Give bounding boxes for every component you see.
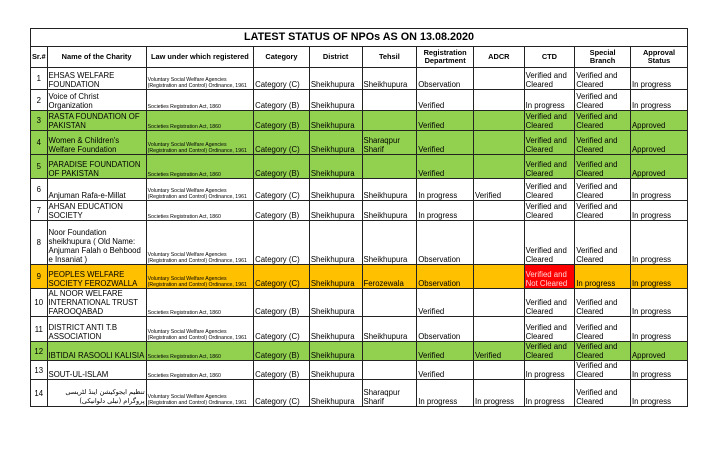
sr-cell: 8	[31, 221, 48, 265]
tehsil-cell	[362, 111, 417, 131]
category-cell: Category (B)	[254, 111, 310, 131]
sr-cell: 7	[31, 201, 48, 221]
approval-cell: Approved	[630, 342, 687, 361]
sr-cell: 3	[31, 111, 48, 131]
sr-cell: 9	[31, 265, 48, 289]
category-cell: Category (C)	[254, 179, 310, 201]
special-branch-cell: Verified and Cleared	[575, 131, 631, 155]
registration-cell: Verified	[417, 342, 474, 361]
charity-name-cell: تنظیم ایجوکیشن اینڈ لٹریسی پروگرام (نیلی دلوانیکی)	[47, 380, 146, 407]
adcr-cell: Verified	[474, 179, 525, 201]
tehsil-cell: Sharaqpur Sharif	[362, 131, 417, 155]
registration-cell: Verified	[417, 90, 474, 111]
special-branch-cell: Verified and Cleared	[575, 68, 631, 90]
table-row	[31, 380, 688, 407]
law-cell: Voluntary Social Welfare Agencies (Registration and Control) Ordinance, 1961	[146, 380, 253, 407]
category-cell: Category (B)	[254, 361, 310, 380]
law-cell: Voluntary Social Welfare Agencies (Registration and Control) Ordinance, 1961	[146, 221, 253, 265]
sr-cell: 5	[31, 155, 48, 179]
adcr-cell: In progress	[474, 380, 525, 407]
header-approval: Approval Status	[630, 47, 687, 68]
adcr-cell	[474, 90, 525, 111]
category-cell: Category (C)	[254, 68, 310, 90]
table-row	[31, 289, 688, 317]
adcr-cell	[474, 111, 525, 131]
category-cell: Category (C)	[254, 131, 310, 155]
charity-name-cell: Anjuman Rafa-e-Millat	[47, 179, 146, 201]
charity-name-cell: AHSAN EDUCATION SOCIETY	[47, 201, 146, 221]
district-cell: Sheikhupura	[309, 221, 362, 265]
ctd-cell: Verified and Cleared	[524, 289, 575, 317]
approval-cell: In progress	[630, 380, 687, 407]
charity-name-cell: SOUT-UL-ISLAM	[47, 361, 146, 380]
table-row	[31, 342, 688, 361]
header-sr: Sr.#	[31, 47, 48, 68]
special-branch-cell: Verified and Cleared	[575, 201, 631, 221]
tehsil-cell: Sheikhupura	[362, 68, 417, 90]
law-cell: Societies Registration Act, 1860	[146, 342, 253, 361]
ctd-cell: Verified and Cleared	[524, 179, 575, 201]
special-branch-cell: Verified and Cleared	[575, 342, 631, 361]
sr-cell: 1	[31, 68, 48, 90]
header-tehsil: Tehsil	[362, 47, 417, 68]
registration-cell: In progress	[417, 380, 474, 407]
law-cell: Voluntary Social Welfare Agencies (Registration and Control) Ordinance, 1961	[146, 265, 253, 289]
special-branch-cell: Verified and Cleared	[575, 361, 631, 380]
ctd-cell: Verified and Not Cleared	[524, 265, 575, 289]
tehsil-cell: Sheikhupura	[362, 179, 417, 201]
tehsil-cell	[362, 361, 417, 380]
table-row	[31, 317, 688, 342]
npo-status-table	[30, 28, 688, 407]
header-name: Name of the Charity	[47, 47, 146, 68]
district-cell: Sheikhupura	[309, 342, 362, 361]
special-branch-cell: Verified and Cleared	[575, 317, 631, 342]
ctd-cell: Verified and Cleared	[524, 221, 575, 265]
category-cell: Category (B)	[254, 90, 310, 111]
law-cell: Societies Registration Act, 1860	[146, 90, 253, 111]
adcr-cell	[474, 265, 525, 289]
category-cell: Category (C)	[254, 380, 310, 407]
table-row	[31, 265, 688, 289]
registration-cell: Observation	[417, 68, 474, 90]
ctd-cell: Verified and Cleared	[524, 155, 575, 179]
district-cell: Sheikhupura	[309, 289, 362, 317]
district-cell: Sheikhupura	[309, 68, 362, 90]
table-row	[31, 111, 688, 131]
charity-name-cell: IBTIDAI RASOOLI KALISIA	[47, 342, 146, 361]
charity-name-cell: EHSAS WELFARE FOUNDATION	[47, 68, 146, 90]
special-branch-cell: Verified and Cleared	[575, 111, 631, 131]
tehsil-cell: Sheikhupura	[362, 201, 417, 221]
approval-cell: Approved	[630, 131, 687, 155]
registration-cell: In progress	[417, 179, 474, 201]
charity-name-cell: Voice of Christ Organization	[47, 90, 146, 111]
category-cell: Category (B)	[254, 289, 310, 317]
approval-cell: Approved	[630, 155, 687, 179]
district-cell: Sheikhupura	[309, 155, 362, 179]
approval-cell: In progress	[630, 68, 687, 90]
district-cell: Sheikhupura	[309, 131, 362, 155]
special-branch-cell: Verified and Cleared	[575, 380, 631, 407]
registration-cell: Verified	[417, 361, 474, 380]
table-row	[31, 179, 688, 201]
charity-name-cell: RASTA FOUNDATION OF PAKISTAN	[47, 111, 146, 131]
tehsil-cell	[362, 342, 417, 361]
approval-cell: In progress	[630, 317, 687, 342]
registration-cell: Verified	[417, 289, 474, 317]
ctd-cell: In progress	[524, 361, 575, 380]
approval-cell: In progress	[630, 289, 687, 317]
district-cell: Sheikhupura	[309, 317, 362, 342]
adcr-cell	[474, 155, 525, 179]
header-registration: Registration Department	[417, 47, 474, 68]
adcr-cell	[474, 131, 525, 155]
adcr-cell	[474, 201, 525, 221]
charity-name-cell: Noor Foundation sheikhupura ( Old Name: Anjuman Falah o Behbood e Insaniat )	[47, 221, 146, 265]
district-cell: Sheikhupura	[309, 179, 362, 201]
ctd-cell: Verified and Cleared	[524, 111, 575, 131]
special-branch-cell: Verified and Cleared	[575, 90, 631, 111]
adcr-cell	[474, 317, 525, 342]
law-cell: Voluntary Social Welfare Agencies (Registration and Control) Ordinance, 1961	[146, 179, 253, 201]
table-row	[31, 155, 688, 179]
approval-cell: In progress	[630, 90, 687, 111]
sr-cell: 14	[31, 380, 48, 407]
tehsil-cell: Ferozewala	[362, 265, 417, 289]
sr-cell: 2	[31, 90, 48, 111]
ctd-cell: Verified and Cleared	[524, 342, 575, 361]
table-row	[31, 221, 688, 265]
registration-cell: In progress	[417, 201, 474, 221]
registration-cell: Observation	[417, 265, 474, 289]
category-cell: Category (C)	[254, 265, 310, 289]
table-row	[31, 201, 688, 221]
registration-cell: Observation	[417, 221, 474, 265]
category-cell: Category (B)	[254, 201, 310, 221]
charity-name-cell: DISTRICT ANTI T.B ASSOCIATION	[47, 317, 146, 342]
sr-cell: 10	[31, 289, 48, 317]
charity-name-cell: AL NOOR WELFARE INTERNATIONAL TRUST FAROOQABAD	[47, 289, 146, 317]
sr-cell: 6	[31, 179, 48, 201]
special-branch-cell: Verified and Cleared	[575, 179, 631, 201]
law-cell: Societies Registration Act, 1860	[146, 201, 253, 221]
law-cell: Societies Registration Act, 1860	[146, 289, 253, 317]
tehsil-cell: Sheikhupura	[362, 221, 417, 265]
tehsil-cell	[362, 289, 417, 317]
registration-cell: Verified	[417, 131, 474, 155]
table-row	[31, 361, 688, 380]
tehsil-cell: Sharaqpur Sharif	[362, 380, 417, 407]
table-row	[31, 68, 688, 90]
category-cell: Category (B)	[254, 155, 310, 179]
category-cell: Category (B)	[254, 342, 310, 361]
approval-cell: Approved	[630, 111, 687, 131]
header-law: Law under which registered	[146, 47, 253, 68]
special-branch-cell: In progress	[575, 265, 631, 289]
header-district: District	[309, 47, 362, 68]
ctd-cell: Verified and Cleared	[524, 201, 575, 221]
charity-name-cell: Women & Children's Welfare Foundation	[47, 131, 146, 155]
registration-cell: Verified	[417, 111, 474, 131]
approval-cell: In progress	[630, 221, 687, 265]
header-category: Category	[254, 47, 310, 68]
law-cell: Voluntary Social Welfare Agencies (Registration and Control) Ordinance, 1961	[146, 68, 253, 90]
charity-name-cell: PARADISE FOUNDATION OF PAKISTAN	[47, 155, 146, 179]
registration-cell: Observation	[417, 317, 474, 342]
law-cell: Societies Registration Act, 1860	[146, 155, 253, 179]
header-ctd: CTD	[524, 47, 575, 68]
ctd-cell: Verified and Cleared	[524, 68, 575, 90]
district-cell: Sheikhupura	[309, 265, 362, 289]
ctd-cell: Verified and Cleared	[524, 131, 575, 155]
sr-cell: 11	[31, 317, 48, 342]
approval-cell: In progress	[630, 201, 687, 221]
table-row	[31, 90, 688, 111]
special-branch-cell: Verified and Cleared	[575, 155, 631, 179]
ctd-cell: In progress	[524, 380, 575, 407]
adcr-cell	[474, 289, 525, 317]
district-cell: Sheikhupura	[309, 361, 362, 380]
tehsil-cell	[362, 155, 417, 179]
district-cell: Sheikhupura	[309, 201, 362, 221]
approval-cell: In progress	[630, 179, 687, 201]
district-cell: Sheikhupura	[309, 111, 362, 131]
approval-cell: In progress	[630, 361, 687, 380]
adcr-cell	[474, 221, 525, 265]
law-cell: Voluntary Social Welfare Agencies (Registration and Control) Ordinance, 1961	[146, 131, 253, 155]
category-cell: Category (C)	[254, 221, 310, 265]
adcr-cell: Verified	[474, 342, 525, 361]
law-cell: Voluntary Social Welfare Agencies (Registration and Control) Ordinance, 1961	[146, 317, 253, 342]
district-cell: Sheikhupura	[309, 90, 362, 111]
table-row	[31, 131, 688, 155]
header-special-branch: Special Branch	[575, 47, 631, 68]
district-cell: Sheikhupura	[309, 380, 362, 407]
tehsil-cell	[362, 90, 417, 111]
ctd-cell: In progress	[524, 90, 575, 111]
table-body	[31, 68, 688, 407]
special-branch-cell: Verified and Cleared	[575, 221, 631, 265]
approval-cell: In progress	[630, 265, 687, 289]
adcr-cell	[474, 68, 525, 90]
category-cell: Category (C)	[254, 317, 310, 342]
registration-cell: Verified	[417, 155, 474, 179]
ctd-cell: Verified and Cleared	[524, 317, 575, 342]
charity-name-cell: PEOPLES WELFARE SOCIETY FEROZWALLA	[47, 265, 146, 289]
sr-cell: 4	[31, 131, 48, 155]
table-title: LATEST STATUS OF NPOs AS ON 13.08.2020	[31, 29, 688, 47]
law-cell: Societies Registration Act, 1860	[146, 361, 253, 380]
header-row	[31, 47, 688, 68]
header-adcr: ADCR	[474, 47, 525, 68]
sr-cell: 13	[31, 361, 48, 380]
adcr-cell	[474, 361, 525, 380]
special-branch-cell: Verified and Cleared	[575, 289, 631, 317]
tehsil-cell: Sheikhupura	[362, 317, 417, 342]
law-cell: Societies Registration Act, 1860	[146, 111, 253, 131]
sr-cell: 12	[31, 342, 48, 361]
